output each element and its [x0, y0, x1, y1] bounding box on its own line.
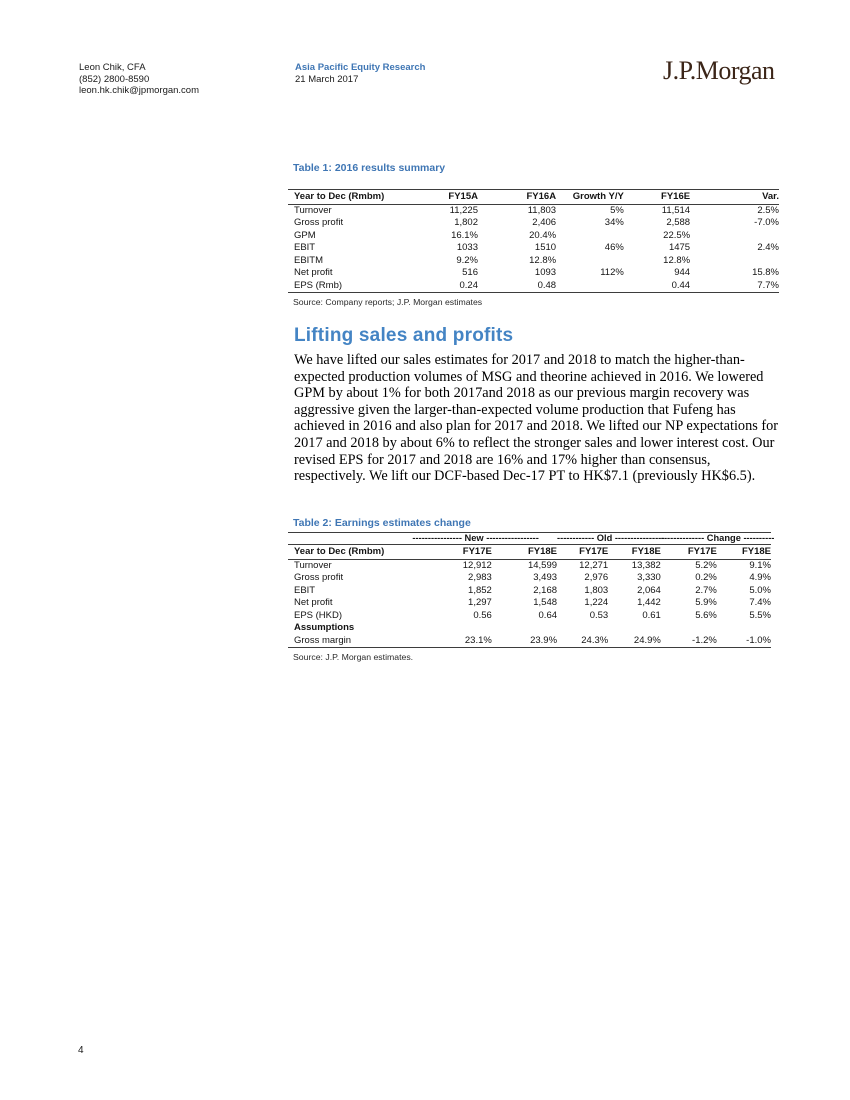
table-cell: 5.9%: [695, 597, 717, 609]
table-cell: 12.8%: [663, 254, 691, 266]
column-header: FY18E: [492, 545, 557, 560]
column-header: FY17E: [661, 545, 717, 560]
column-header: FY15A: [386, 190, 478, 205]
analyst-email[interactable]: leon.hk.chik@jpmorgan.com: [79, 85, 200, 97]
table2-source: Source: J.P. Morgan estimates.: [293, 651, 414, 662]
table-cell: 2,976: [584, 572, 609, 584]
table-cell: 7.7%: [757, 279, 779, 291]
table-cell: [690, 229, 779, 241]
publication-date: 21 March 2017: [295, 73, 359, 85]
table-cell: 5.6%: [695, 609, 717, 621]
table-cell: 1,803: [584, 584, 609, 596]
table-cell: 0.48: [537, 279, 557, 291]
table-cell: 2.7%: [695, 584, 717, 596]
table-cell: [394, 622, 492, 634]
column-header: Year to Dec (Rmbm): [288, 545, 394, 560]
table-cell: 3,493: [533, 572, 558, 584]
table-cell: 944: [674, 267, 691, 279]
table-cell: 13,382: [631, 559, 661, 571]
table-cell: 112%: [600, 267, 624, 279]
publication-title[interactable]: Asia Pacific Equity Research: [295, 62, 426, 73]
table-cell: Assumptions: [294, 622, 355, 634]
table-cell: 1,548: [533, 597, 558, 609]
table-cell: GPM: [294, 229, 316, 241]
page-number: 4: [78, 1045, 84, 1056]
table-cell: 22.5%: [663, 229, 691, 241]
table-cell: -1.2%: [692, 634, 717, 646]
column-header: FY16A: [478, 190, 556, 205]
table-cell: 15.8%: [752, 267, 779, 279]
table-cell: [556, 279, 624, 292]
column-header: Growth Y/Y: [556, 190, 624, 205]
section-heading: Lifting sales and profits: [294, 325, 514, 346]
table-cell: -7.0%: [754, 217, 779, 229]
table-cell: Net profit: [294, 597, 333, 609]
table-cell: [556, 229, 624, 241]
table-cell: 1093: [534, 267, 557, 279]
table-cell: Gross profit: [294, 217, 344, 229]
table-cell: 16.1%: [451, 229, 478, 241]
table-row: [288, 609, 771, 621]
table-cell: 2,588: [666, 217, 691, 229]
table-cell: 9.1%: [749, 559, 771, 571]
table-row: [288, 229, 779, 241]
table-cell: 11,803: [527, 204, 557, 216]
results-summary-block: [288, 162, 779, 307]
table-cell: 14,599: [527, 559, 558, 571]
table-cell: 3,330: [637, 572, 661, 584]
table-cell: 23.9%: [530, 634, 558, 646]
table2-title: Table 2: Earnings estimates change: [293, 517, 471, 529]
table-cell: Net profit: [294, 267, 333, 279]
table-cell: [492, 622, 557, 634]
table-cell: 1475: [668, 242, 691, 254]
table-row: [288, 254, 779, 266]
table-cell: Turnover: [294, 204, 332, 216]
table-cell: [556, 254, 624, 266]
table-row: [288, 622, 771, 634]
table-cell: 23.1%: [464, 634, 492, 646]
table-row: [288, 584, 771, 596]
table-row: [288, 279, 779, 292]
table-cell: [661, 622, 717, 634]
analyst-phone: (852) 2800-8590: [79, 73, 150, 85]
table-cell: -1.0%: [746, 634, 771, 646]
table-row: [288, 204, 779, 217]
table-cell: 46%: [604, 242, 624, 254]
table-cell: 5.5%: [749, 609, 771, 621]
table-cell: EPS (Rmb): [294, 279, 343, 291]
table-cell: 9.2%: [456, 254, 478, 266]
table-cell: 1,852: [468, 584, 492, 596]
table-cell: 24.3%: [581, 634, 609, 646]
table-cell: [690, 254, 779, 266]
table1-source: Source: Company reports; J.P. Morgan estimates: [293, 296, 483, 307]
table-cell: [608, 622, 661, 634]
table-cell: 2,983: [468, 572, 492, 584]
column-header: FY17E: [394, 545, 492, 560]
table-cell: 11,514: [661, 204, 691, 216]
table-cell: 1510: [534, 242, 557, 254]
table-cell: 0.2%: [695, 572, 717, 584]
earnings-estimates-block: [288, 517, 775, 662]
table-row: [288, 634, 771, 647]
table-cell: Gross profit: [294, 572, 344, 584]
table-header-row: [288, 545, 771, 560]
group-header-cell: ---------------- New -----------------: [394, 533, 557, 545]
table-cell: 12.8%: [529, 254, 557, 266]
table-cell: 7.4%: [749, 597, 771, 609]
results-summary-table: [288, 189, 779, 293]
column-header: FY17E: [557, 545, 608, 560]
table-cell: 0.53: [589, 609, 609, 621]
table-cell: 2,406: [532, 217, 557, 229]
group-header-cell: -------------- Change ----------: [660, 533, 775, 543]
table-cell: Gross margin: [294, 634, 352, 646]
table-cell: 1033: [456, 242, 478, 254]
table-cell: [557, 622, 608, 634]
table-cell: EBIT: [294, 584, 316, 596]
table-cell: 0.24: [459, 279, 478, 291]
table-cell: 1,297: [468, 597, 492, 609]
publication-block: [295, 62, 425, 85]
column-header: Year to Dec (Rmbm): [288, 190, 386, 205]
section-body-text: We have lifted our sales estimates for 2017 and 2018 to match the higher-than-expected production volumes of MSG and theorine achieved in 2016. We lowered GPM by about 1% for both 2017and 2018 as our previous margin recovery was aggressive given the larger-than-expected volume production that Fufeng has achieved in 2016 and also plan for 2017 and 2018. We lifted our NP expectations for 2017 and 2018 by about 6% to reflect the stronger sales and lower interest cost. Our revised EPS for 2017 and 2018 are 16% and 17% higher than consensus, respectively. We lift our DCF-based Dec-17 PT to HK$7.1 (previously HK$6.5).: [294, 352, 779, 485]
table-row: [288, 267, 779, 279]
table-cell: 0.44: [671, 279, 691, 291]
table-cell: 12,912: [462, 559, 492, 571]
table-cell: Turnover: [294, 559, 332, 571]
table-cell: 1,224: [584, 597, 609, 609]
earnings-estimates-table: [288, 532, 775, 648]
table-row: [288, 572, 771, 584]
table-cell: 1,802: [454, 217, 478, 229]
table-cell: EBIT: [294, 242, 316, 254]
column-header: Var.: [690, 190, 779, 205]
table-cell: 5%: [610, 204, 624, 216]
table-cell: 2,168: [533, 584, 558, 596]
table-cell: 516: [462, 267, 478, 279]
table-cell: 20.4%: [529, 229, 557, 241]
table-cell: 2.5%: [757, 204, 779, 216]
table-cell: 1,442: [637, 597, 661, 609]
analyst-contact-block: [79, 62, 199, 97]
table-row: [288, 559, 771, 572]
table-cell: 0.56: [473, 609, 492, 621]
table-cell: 4.9%: [749, 572, 771, 584]
table-cell: 0.61: [642, 609, 661, 621]
table-cell: 0.64: [538, 609, 558, 621]
table-cell: EPS (HKD): [294, 609, 343, 621]
table-group-header-row: [288, 533, 771, 545]
table-cell: 5.2%: [695, 559, 717, 571]
column-header: FY16E: [624, 190, 690, 205]
table1-title: Table 1: 2016 results summary: [293, 162, 446, 174]
group-header-cell: ------------ Old ----------------: [557, 533, 665, 543]
table-cell: 11,225: [449, 204, 478, 216]
table-cell: 12,271: [579, 559, 609, 571]
jpmorgan-logo: J.P.Morgan: [663, 56, 775, 85]
table-cell: 5.0%: [749, 584, 771, 596]
table-row: [288, 242, 779, 254]
analyst-name: Leon Chik, CFA: [79, 62, 146, 73]
table-cell: EBITM: [294, 254, 324, 266]
table-cell: 24.9%: [633, 634, 661, 646]
table-cell: [717, 622, 771, 634]
table-cell: 2,064: [637, 584, 661, 596]
table-row: [288, 597, 771, 609]
column-header: FY18E: [717, 545, 771, 560]
group-header-spacer: [288, 533, 394, 545]
column-header: FY18E: [608, 545, 661, 560]
table-cell: 34%: [604, 217, 624, 229]
table-header-row: [288, 190, 779, 205]
table-cell: 2.4%: [757, 242, 779, 254]
table-row: [288, 217, 779, 229]
